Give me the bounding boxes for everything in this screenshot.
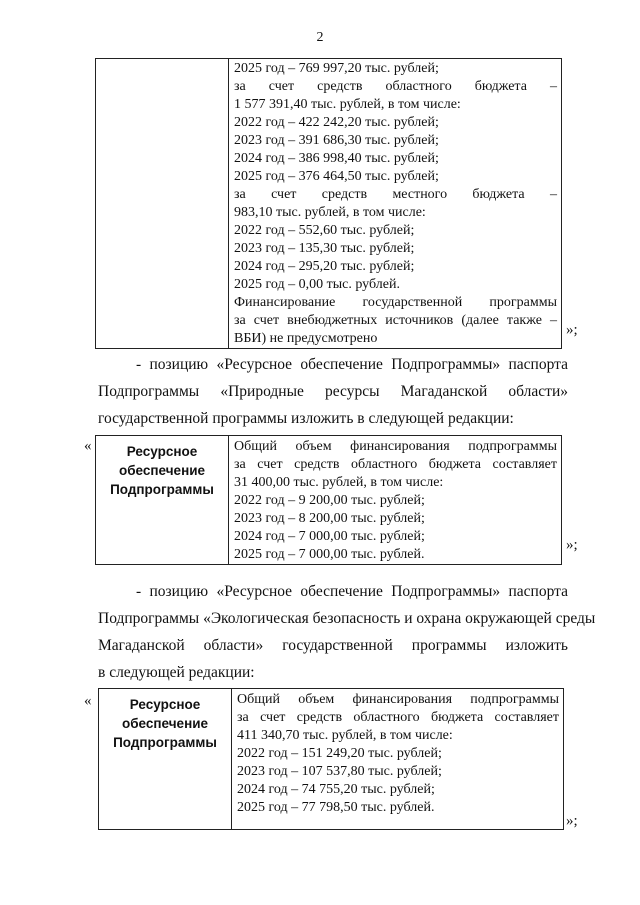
table-line: за счет средств областного бюджета – [234,79,557,94]
table-line: 2022 год – 552,60 тыс. рублей; [234,223,415,238]
paragraph-resource-natural [98,351,568,432]
paragraph-line: Подпрограммы «Природные ресурсы Магаданской области» [98,383,568,400]
paragraph-resource-ecology [98,578,596,686]
table-left-cell [99,689,232,830]
table-line: 2023 год – 107 537,80 тыс. рублей; [237,764,442,779]
closing-quote: »; [566,537,578,553]
table-line: за счет внебюджетных источников (далее также – [234,313,557,328]
paragraph-line: государственной программы изложить в следующей редакции: [98,410,514,427]
table-line: 2023 год – 8 200,00 тыс. рублей; [234,511,425,526]
table-right-cell [229,59,562,349]
table-line: 2024 год – 295,20 тыс. рублей; [234,259,415,274]
table-line: 2022 год – 151 249,20 тыс. рублей; [237,746,442,761]
table-line: 2025 год – 7 000,00 тыс. рублей. [234,547,425,562]
page-number: 2 [316,30,324,45]
table-line: 2025 год – 376 464,50 тыс. рублей; [234,169,439,184]
table-line: 2023 год – 135,30 тыс. рублей; [234,241,415,256]
table-line: Общий объем финансирования подпрограммы [237,692,559,707]
table-line: 2025 год – 0,00 тыс. рублей. [234,277,400,292]
closing-quote: »; [566,322,578,338]
table-line: 31 400,00 тыс. рублей, в том числе: [234,475,444,490]
table-line: за счет средств местного бюджета – [234,187,557,202]
table-line: за счет средств областного бюджета составляет [234,457,557,472]
table-line: Общий объем финансирования подпрограммы [234,439,557,454]
closing-quote: »; [566,813,578,829]
left-label-line: Ресурсное [129,697,201,712]
paragraph-line: Подпрограммы «Экологическая безопасность и охрана окружающей среды [98,610,596,627]
table-line: 2025 год – 77 798,50 тыс. рублей. [237,800,435,815]
table-left-cell [96,436,229,565]
table-line: 2022 год – 9 200,00 тыс. рублей; [234,493,425,508]
table-left-cell-empty [96,59,229,349]
table-line: за счет средств областного бюджета составляет [237,710,559,725]
paragraph-line: - позицию «Ресурсное обеспечение Подпрограммы» паспорта [136,583,568,600]
table-resource-natural [95,435,562,565]
opening-quote: « [84,438,92,454]
left-label-line: Подпрограммы [110,482,214,497]
table-line: 2022 год – 422 242,20 тыс. рублей; [234,115,439,130]
table-line: 2024 год – 74 755,20 тыс. рублей; [237,782,435,797]
left-label-line: обеспечение [118,463,206,478]
table-line: 2025 год – 769 997,20 тыс. рублей; [234,61,439,76]
table-resource-ecology [98,688,564,830]
paragraph-line: - позицию «Ресурсное обеспечение Подпрограммы» паспорта [136,356,568,373]
table-line: 2024 год – 7 000,00 тыс. рублей; [234,529,425,544]
table-right-cell [232,689,564,830]
table-continuation [95,58,562,349]
table-right-cell [229,436,562,565]
table-line: 411 340,70 тыс. рублей, в том числе: [237,728,453,743]
left-label-line: обеспечение [121,716,209,731]
left-label-line: Ресурсное [126,444,198,459]
table-line: 2023 год – 391 686,30 тыс. рублей; [234,133,439,148]
left-label-line: Подпрограммы [113,735,217,750]
paragraph-line: Магаданской области» государственной программы изложить [98,637,568,654]
table-line: Финансирование государственной программы [234,295,557,310]
table-line: ВБИ) не предусмотрено [234,331,378,346]
paragraph-line: в следующей редакции: [98,664,255,681]
table-line: 1 577 391,40 тыс. рублей, в том числе: [234,97,461,112]
opening-quote: « [84,693,92,709]
table-line: 2024 год – 386 998,40 тыс. рублей; [234,151,439,166]
table-line: 983,10 тыс. рублей, в том числе: [234,205,426,220]
